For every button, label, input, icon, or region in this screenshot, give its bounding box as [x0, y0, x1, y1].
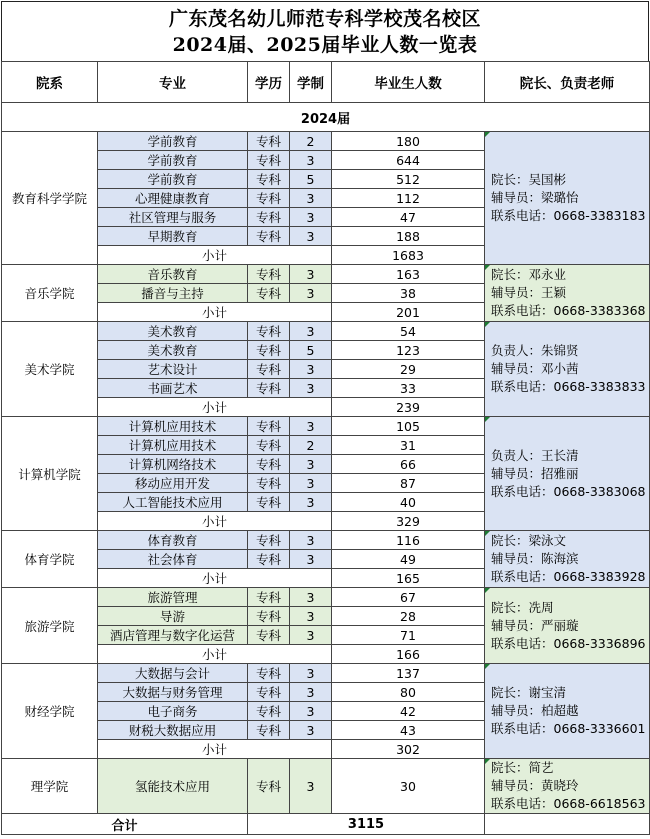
duration-cell: 3 [290, 227, 332, 246]
contact-cell [485, 322, 650, 417]
major-cell: 美术教育 [98, 341, 248, 360]
contact-line: 联系电话：0668-3336896 [491, 635, 646, 651]
subtotal-value: 1683 [332, 246, 485, 265]
degree-cell: 专科 [248, 721, 290, 740]
count-cell: 28 [332, 607, 485, 626]
header-department: 院系 [2, 62, 98, 103]
contact-line: 联系电话：0668-3336601 [491, 721, 646, 736]
contact-line: 联系电话：0668-3383068 [491, 483, 646, 499]
subtotal-label: 小计 [98, 645, 332, 664]
count-cell: 163 [332, 265, 485, 284]
count-cell: 33 [332, 379, 485, 398]
major-cell: 移动应用开发 [98, 474, 248, 493]
major-cell: 计算机应用技术 [98, 417, 248, 436]
subtotal-label: 小计 [98, 398, 332, 417]
major-cell: 社区管理与服务 [98, 208, 248, 227]
duration-cell: 3 [290, 322, 332, 341]
major-cell: 音乐教育 [98, 265, 248, 284]
duration-cell: 5 [290, 170, 332, 189]
degree-cell: 专科 [248, 607, 290, 626]
count-cell: 47 [332, 208, 485, 227]
duration-cell: 2 [290, 132, 332, 151]
major-cell: 美术教育 [98, 322, 248, 341]
major-cell: 书画艺术 [98, 379, 248, 398]
table-row [2, 759, 650, 814]
contact-cell [485, 588, 650, 664]
major-cell: 播音与主持 [98, 284, 248, 303]
duration-cell: 3 [290, 588, 332, 607]
contact-line: 负责人：王长清 [491, 447, 579, 463]
header-graduate-count: 毕业生人数 [332, 62, 485, 103]
subtotal-value: 166 [332, 645, 485, 664]
table-row [2, 132, 650, 151]
table-row [2, 322, 650, 341]
degree-cell: 专科 [248, 227, 290, 246]
duration-cell: 3 [290, 265, 332, 284]
count-cell: 644 [332, 151, 485, 170]
major-cell: 体育教育 [98, 531, 248, 550]
duration-cell: 3 [290, 759, 332, 814]
department-name: 体育学院 [2, 531, 98, 588]
count-cell: 188 [332, 227, 485, 246]
contact-line: 联系电话：0668-3383928 [491, 569, 646, 584]
contact-line: 辅导员：梁璐怡 [491, 190, 579, 205]
subtotal-value: 239 [332, 398, 485, 417]
subtotal-value: 329 [332, 512, 485, 531]
contact-cell [485, 265, 650, 322]
degree-cell: 专科 [248, 132, 290, 151]
major-cell: 计算机网络技术 [98, 455, 248, 474]
graduates-sheet [1, 1, 649, 837]
contact-line: 院长：邓永业 [491, 267, 567, 282]
duration-cell: 3 [290, 664, 332, 683]
year-row [2, 103, 650, 132]
header-row [2, 62, 650, 103]
degree-cell: 专科 [248, 379, 290, 398]
degree-cell: 专科 [248, 588, 290, 607]
header-contact: 院长、负责老师 [485, 62, 650, 103]
contact-line: 院长：吴国彬 [491, 172, 567, 187]
contact-line: 辅导员：王颖 [491, 285, 567, 300]
contact-line: 辅导员：陈海滨 [491, 551, 579, 566]
duration-cell: 3 [290, 379, 332, 398]
contact-line: 联系电话：0668-3383833 [491, 379, 646, 394]
count-cell: 54 [332, 322, 485, 341]
count-cell: 49 [332, 550, 485, 569]
degree-cell: 专科 [248, 683, 290, 702]
degree-cell: 专科 [248, 664, 290, 683]
contact-cell [485, 664, 650, 759]
subtotal-label: 小计 [98, 569, 332, 588]
count-cell: 180 [332, 132, 485, 151]
subtotal-label: 小计 [98, 512, 332, 531]
title-block [1, 1, 649, 61]
count-cell: 66 [332, 455, 485, 474]
duration-cell: 3 [290, 721, 332, 740]
contact-line: 负责人：朱锦贤 [491, 343, 579, 358]
degree-cell: 专科 [248, 151, 290, 170]
count-cell: 31 [332, 436, 485, 455]
department-name: 财经学院 [2, 664, 98, 759]
count-cell: 43 [332, 721, 485, 740]
subtotal-value: 201 [332, 303, 485, 322]
department-name: 理学院 [2, 759, 98, 814]
count-cell: 512 [332, 170, 485, 189]
title-line-1: 广东茂名幼儿师范专科学校茂名校区 [168, 8, 481, 30]
header-duration: 学制 [290, 62, 332, 103]
duration-cell: 3 [290, 550, 332, 569]
degree-cell: 专科 [248, 189, 290, 208]
contact-line: 院长：谢宝清 [491, 685, 567, 700]
duration-cell: 3 [290, 531, 332, 550]
year-label: 2024届 [2, 103, 650, 132]
department-name: 美术学院 [2, 322, 98, 417]
degree-cell: 专科 [248, 170, 290, 189]
duration-cell: 3 [290, 493, 332, 512]
degree-cell: 专科 [248, 417, 290, 436]
count-cell: 38 [332, 284, 485, 303]
degree-cell: 专科 [248, 360, 290, 379]
major-cell: 大数据与财务管理 [98, 683, 248, 702]
subtotal-label: 小计 [98, 740, 332, 759]
duration-cell: 3 [290, 455, 332, 474]
duration-cell: 3 [290, 417, 332, 436]
major-cell: 导游 [98, 607, 248, 626]
table-row [2, 531, 650, 550]
contact-line: 辅导员：招雅丽 [491, 465, 579, 481]
total-contact-empty [485, 814, 650, 835]
degree-cell: 专科 [248, 284, 290, 303]
department-name: 计算机学院 [2, 417, 98, 531]
degree-cell: 专科 [248, 436, 290, 455]
major-cell: 氢能技术应用 [98, 759, 248, 814]
major-cell: 早期教育 [98, 227, 248, 246]
degree-cell: 专科 [248, 493, 290, 512]
duration-cell: 5 [290, 341, 332, 360]
table-row [2, 588, 650, 607]
major-cell: 社会体育 [98, 550, 248, 569]
contact-cell [485, 132, 650, 265]
degree-cell: 专科 [248, 550, 290, 569]
title-line-2: 2024届、2025届毕业人数一览表 [172, 34, 478, 56]
duration-cell: 3 [290, 151, 332, 170]
major-cell: 学前教育 [98, 170, 248, 189]
count-cell: 29 [332, 360, 485, 379]
contact-line: 辅导员：柏超越 [491, 703, 579, 718]
major-cell: 旅游管理 [98, 588, 248, 607]
duration-cell: 3 [290, 702, 332, 721]
contact-line: 辅导员：黄晓玲 [491, 778, 579, 793]
count-cell: 116 [332, 531, 485, 550]
subtotal-label: 小计 [98, 303, 332, 322]
duration-cell: 3 [290, 683, 332, 702]
major-cell: 财税大数据应用 [98, 721, 248, 740]
degree-cell: 专科 [248, 341, 290, 360]
department-name: 教育科学学院 [2, 132, 98, 265]
header-major: 专业 [98, 62, 248, 103]
contact-line: 院长：梁泳文 [491, 533, 567, 548]
total-label: 合计 [2, 814, 248, 835]
major-cell: 人工智能技术应用 [98, 493, 248, 512]
degree-cell: 专科 [248, 759, 290, 814]
contact-line: 院长：简艺 [491, 760, 554, 775]
degree-cell: 专科 [248, 531, 290, 550]
duration-cell: 3 [290, 284, 332, 303]
major-cell: 酒店管理与数字化运营 [98, 626, 248, 645]
contact-line: 辅导员：邓小茜 [491, 361, 579, 376]
count-cell: 30 [332, 759, 485, 814]
department-name: 旅游学院 [2, 588, 98, 664]
table-body [2, 103, 650, 814]
count-cell: 123 [332, 341, 485, 360]
table-row [2, 417, 650, 436]
contact-cell [485, 417, 650, 531]
duration-cell: 3 [290, 626, 332, 645]
table-row [2, 265, 650, 284]
degree-cell: 专科 [248, 265, 290, 284]
major-cell: 学前教育 [98, 151, 248, 170]
contact-line: 联系电话：0668-3383183 [491, 208, 646, 223]
major-cell: 学前教育 [98, 132, 248, 151]
subtotal-label: 小计 [98, 246, 332, 265]
degree-cell: 专科 [248, 626, 290, 645]
degree-cell: 专科 [248, 208, 290, 227]
major-cell: 心理健康教育 [98, 189, 248, 208]
subtotal-value: 165 [332, 569, 485, 588]
subtotal-value: 302 [332, 740, 485, 759]
duration-cell: 3 [290, 474, 332, 493]
count-cell: 87 [332, 474, 485, 493]
table-row [2, 664, 650, 683]
duration-cell: 3 [290, 360, 332, 379]
count-cell: 80 [332, 683, 485, 702]
count-cell: 137 [332, 664, 485, 683]
contact-cell [485, 759, 650, 814]
major-cell: 大数据与会计 [98, 664, 248, 683]
contact-line: 联系电话：0668-3383368 [491, 303, 646, 318]
major-cell: 计算机应用技术 [98, 436, 248, 455]
contact-line: 辅导员：严丽璇 [491, 617, 579, 633]
total-row [2, 814, 650, 835]
duration-cell: 3 [290, 607, 332, 626]
contact-cell [485, 531, 650, 588]
count-cell: 40 [332, 493, 485, 512]
duration-cell: 3 [290, 208, 332, 227]
duration-cell: 2 [290, 436, 332, 455]
count-cell: 42 [332, 702, 485, 721]
count-cell: 67 [332, 588, 485, 607]
graduates-table [1, 61, 650, 835]
major-cell: 电子商务 [98, 702, 248, 721]
header-degree: 学历 [248, 62, 290, 103]
major-cell: 艺术设计 [98, 360, 248, 379]
count-cell: 105 [332, 417, 485, 436]
count-cell: 71 [332, 626, 485, 645]
total-value: 3115 [248, 814, 485, 835]
degree-cell: 专科 [248, 474, 290, 493]
contact-line: 院长：冼周 [491, 599, 554, 615]
degree-cell: 专科 [248, 322, 290, 341]
count-cell: 112 [332, 189, 485, 208]
degree-cell: 专科 [248, 455, 290, 474]
duration-cell: 3 [290, 189, 332, 208]
degree-cell: 专科 [248, 702, 290, 721]
contact-line: 联系电话：0668-6618563 [491, 796, 646, 811]
department-name: 音乐学院 [2, 265, 98, 322]
